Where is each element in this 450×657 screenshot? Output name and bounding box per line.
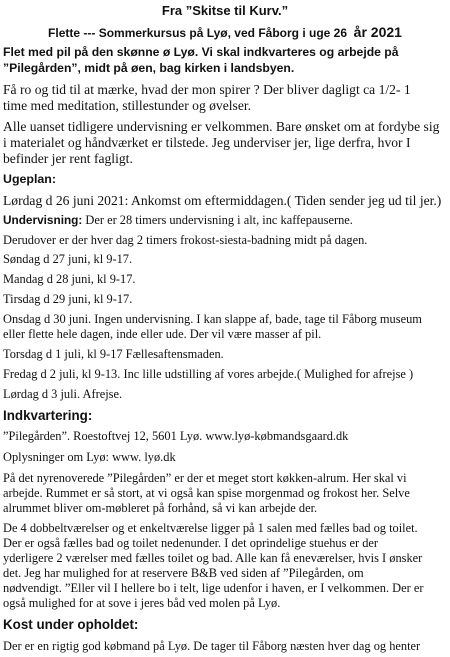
food-heading: Kost under opholdet:	[3, 617, 139, 632]
lodging-heading: Indkvartering:	[3, 408, 93, 423]
document-title: Fra ”Skitse til Kurv.”	[161, 3, 289, 18]
ugeplan-wednesday-line-1: Onsdag d 30 juni. Ingen undervisning. I kan slappe af, bade, tage til Fåborg museum	[3, 312, 422, 326]
course-subtitle	[3, 24, 447, 41]
para1-line-1: Få ro og tid til at mærke, hvad der mon spirer ? Der bliver dagligt ca 1/2- 1	[3, 82, 411, 97]
lodging-para1-line-3: alrummet bliver om-møbleret på forhånd, så vi kan arbejde der.	[3, 501, 318, 515]
para2-line-1: Alle uanset tidligere undervisning er velkommen. Bare ønsket om at fordybe sig	[3, 119, 440, 134]
course-subtitle-text: Flette --- Sommerkursus på Lyø, ved Fåborg i uge 26	[48, 26, 347, 40]
lodging-para1-line-1: På det nyrenoverede ”Pilegården” er der et meget stort køkken-alrum. Her skal vi	[3, 471, 407, 485]
intro-line-1: Flet med pil på den skønne ø Lyø. Vi skal indkvarteres og arbejde på	[3, 45, 399, 59]
lodging-para2-line-5: nødvendigt. ”Eller vil I hellere bo i telt, lige udenfor i haven, er I velkommen. Der er	[3, 581, 424, 595]
lodging-para2-line-4: det. Jeg har mulighed for at reservere B&B ved siden af ”Pilegården, om	[3, 566, 364, 580]
ugeplan-thursday: Torsdag d 1 juli, kl 9-17 Fællesaftensmaden.	[3, 347, 224, 361]
ugeplan-day-tuesday: Tirsdag d 29 juni, kl 9-17.	[3, 292, 133, 306]
para1-line-2: time med meditation, stillestunder og øvelser.	[3, 98, 252, 113]
lodging-para2-line-3: yderligere 2 værelser med fælles toilet og bad. Alle kan få eneværelser, hvis I ønsker	[3, 551, 423, 565]
lodging-para1-line-2: arbejde. Rummet er så stort, at vi også kan spise morgenmad og frokost her. Selve	[3, 486, 410, 500]
intro-line-2: ”Pilegården”, midt på øen, bag kirken i landsbyen.	[3, 61, 295, 75]
teaching-label: Undervisning:	[3, 213, 83, 227]
lodging-para2-line-2: Der er også fælles bad og toilet nedenunder. I det oprindelige stuehus er der	[3, 536, 379, 550]
food-text: Der er en rigtig god købmand på Lyø. De tager til Fåborg næsten hver dag og henter	[3, 639, 421, 653]
ugeplan-extra: Derudover er der hver dag 2 timers frokost-siesta-badning midt på dagen.	[3, 233, 368, 247]
ugeplan-saturday: Lørdag d 3 juli. Afrejse.	[3, 387, 123, 401]
course-year: år 2021	[353, 24, 402, 40]
lodging-para2-line-1: De 4 dobbeltværelser og et enkeltværelse ligger på 1 salen med fælles bad og toilet.	[3, 521, 418, 535]
ugeplan-day-monday: Mandag d 28 juni, kl 9-17.	[3, 272, 136, 286]
para2-line-3: befinder jer rent fagligt.	[3, 151, 133, 166]
lodging-info: Oplysninger om Lyø: www. lyø.dk	[3, 450, 176, 464]
ugeplan-heading: Ugeplan:	[3, 172, 57, 186]
ugeplan-teaching	[3, 213, 447, 228]
teaching-text: Der er 28 timers undervisning i alt, inc kaffepauserne.	[82, 213, 353, 227]
ugeplan-friday: Fredag d 2 juli, kl 9-13. Inc lille udstilling af vores arbejde.( Mulighed for afrejse )	[3, 367, 414, 381]
para2-line-2: i materialet og håndværket er tilstede. Jeg underviser jer, lige derfra, hvor I	[3, 135, 411, 150]
lodging-para2-line-6: også mulighed for at sove i jeres båd ved molen på Lyø.	[3, 596, 281, 610]
ugeplan-arrival: Lørdag d 26 juni 2021: Ankomst om eftermiddagen.( Tiden sender jeg ud til jer.)	[3, 193, 442, 208]
ugeplan-day-sunday: Søndag d 27 juni, kl 9-17.	[3, 252, 133, 266]
ugeplan-wednesday-line-2: eller flette hele dagen, inde eller ude. Der vil være masser af pil.	[3, 327, 322, 341]
lodging-address: ”Pilegården”. Roestoftvej 12, 5601 Lyø. www.lyø-købmandsgaard.dk	[3, 429, 349, 443]
